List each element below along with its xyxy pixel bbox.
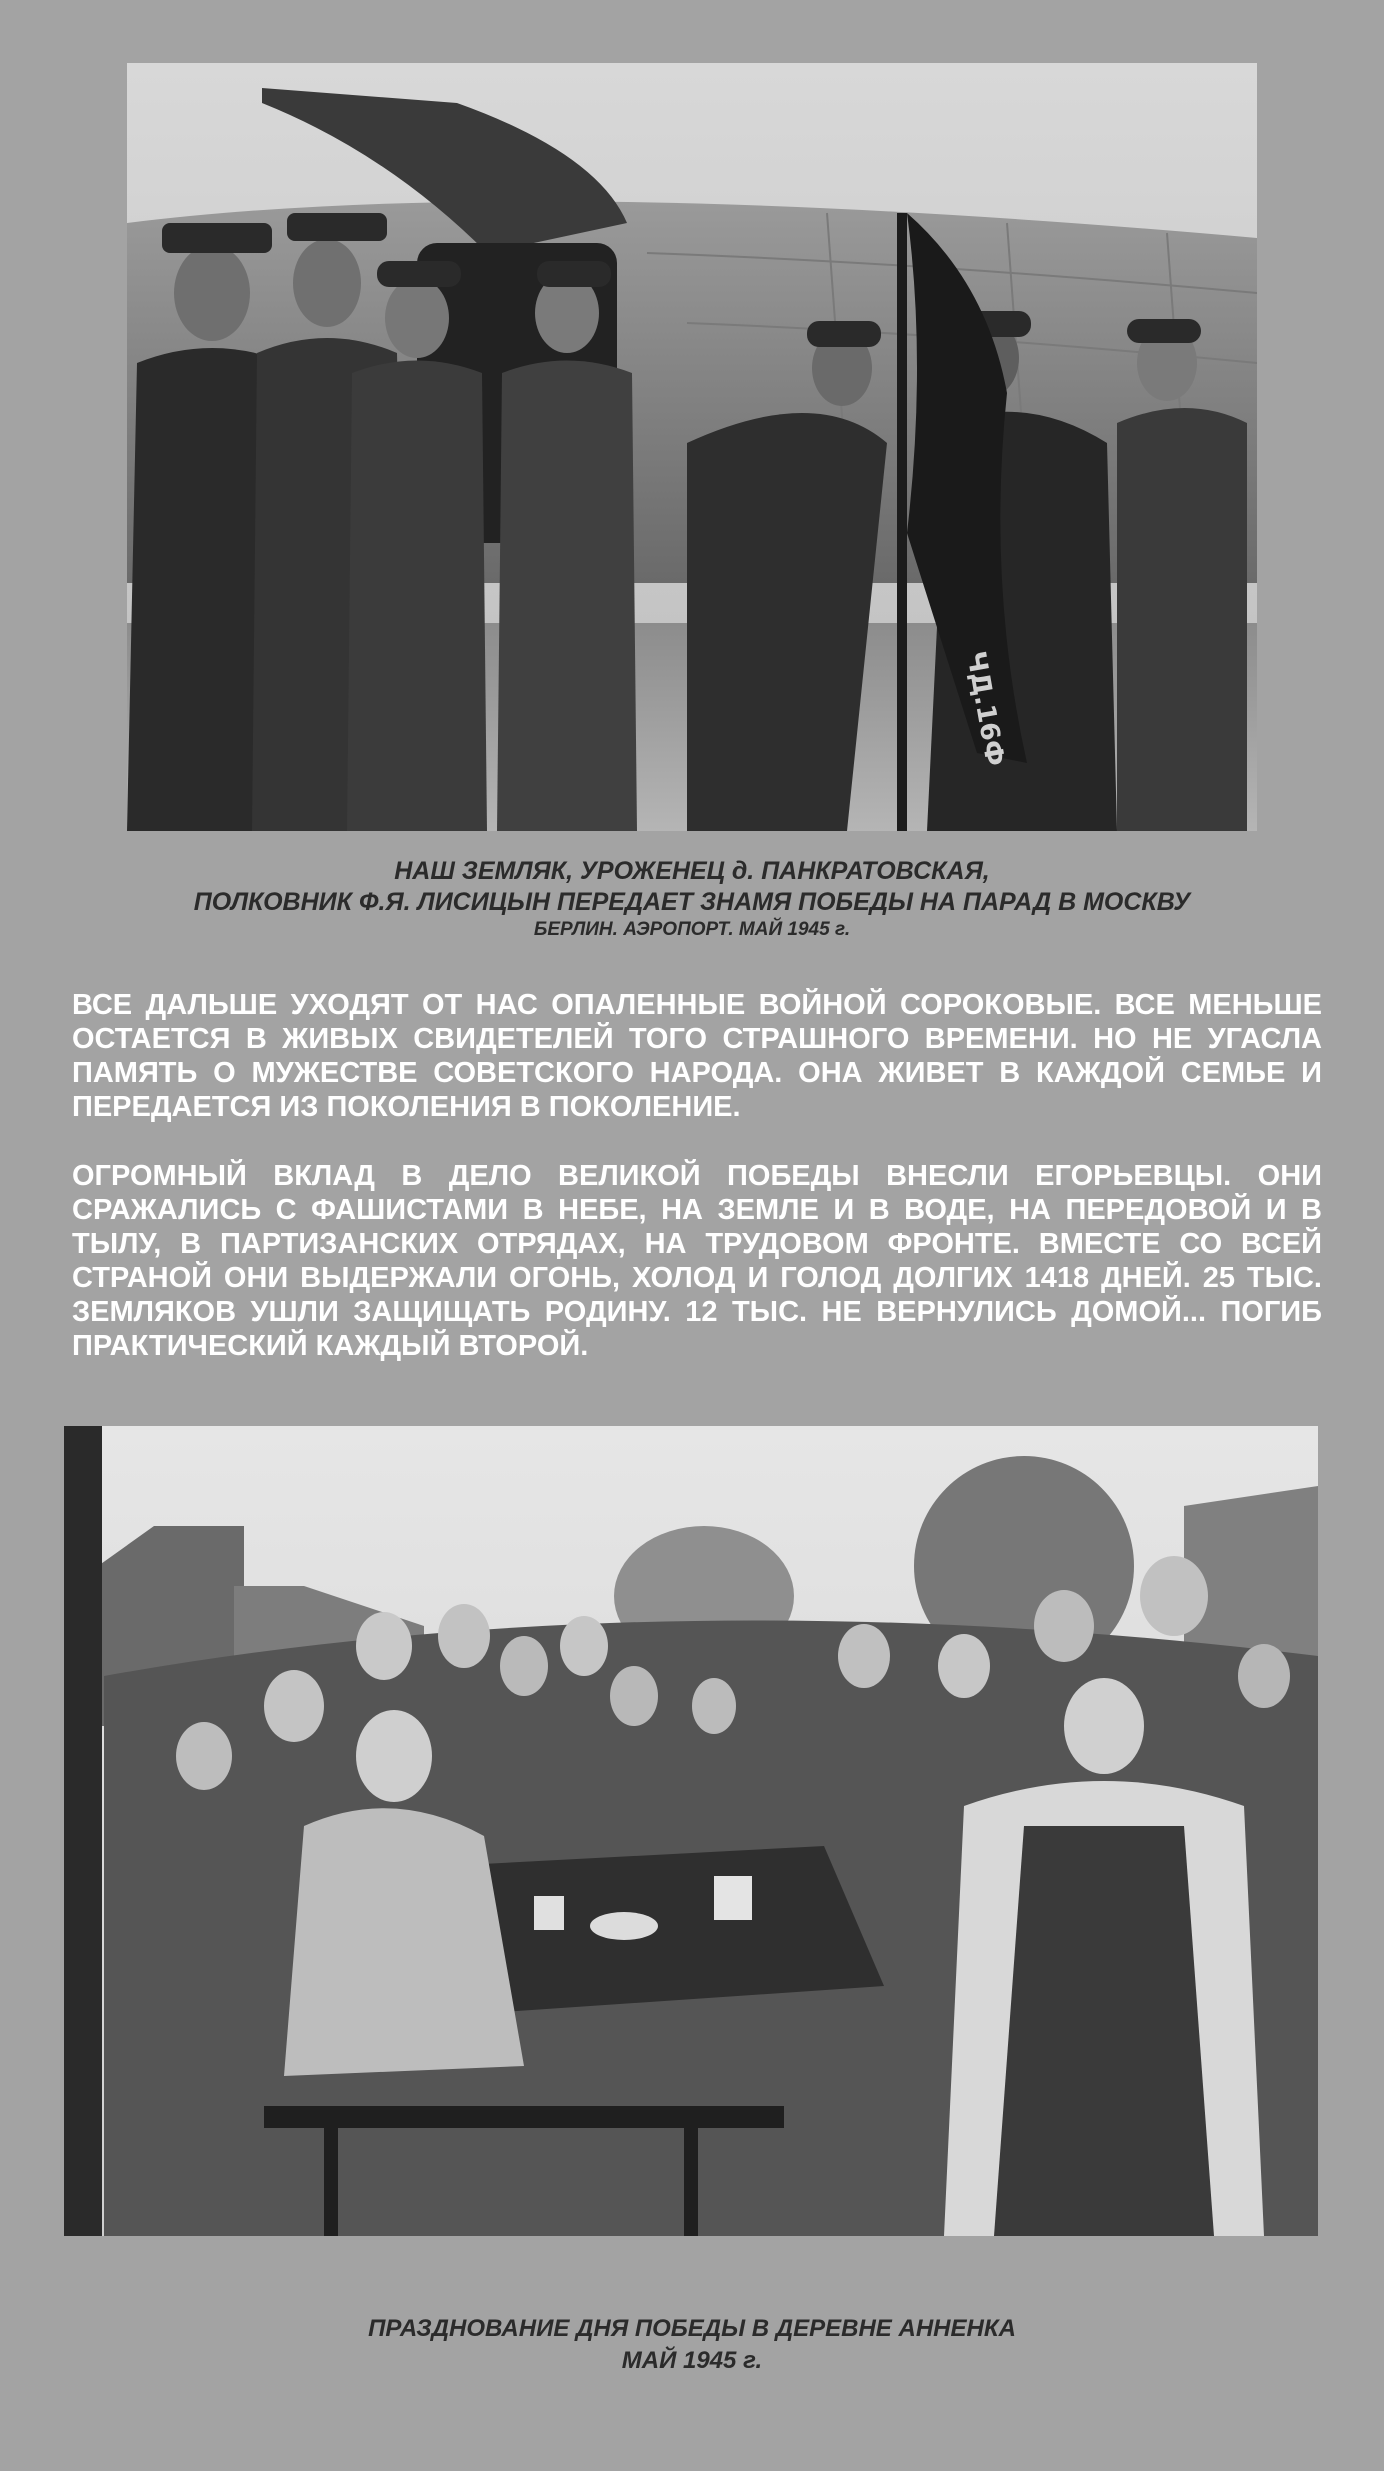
soldiers-handing-victory-banner-photo: [127, 63, 1257, 831]
banner-inscription: ЧД.16Ф: [960, 649, 1010, 769]
body-paragraph-contribution: ОГРОМНЫЙ ВКЛАД В ДЕЛО ВЕЛИКОЙ ПОБЕДЫ ВНЕСЛИ ЕГОРЬЕВЦЫ. ОНИ СРАЖАЛИСЬ С ФАШИСТАМИ В НЕБЕ, НА ЗЕМЛЕ И В ВОДЕ, НА ПЕРЕДОВОЙ И В ТЫЛУ, В ПАРТИЗАНСКИХ ОТРЯДАХ, НА ТРУДОВОМ ФРОНТЕ. ВМЕСТЕ СО ВСЕЙ СТРАНОЙ ОНИ ВЫДЕРЖАЛИ ОГОНЬ, ХОЛОД И ГОЛОД ДОЛГИХ 1418 ДНЕЙ. 25 ТЫС. ЗЕМЛЯКОВ УШЛИ ЗАЩИЩАТЬ РОДИНУ. 12 ТЫС. НЕ ВЕРНУЛИСЬ ДОМОЙ... ПОГИБ ПРАКТИЧЕСКИЙ КАЖДЫЙ ВТОРОЙ.: [72, 1160, 1322, 1362]
caption-line: ПОЛКОВНИК Ф.Я. ЛИСИЦЫН ПЕРЕДАЕТ ЗНАМЯ ПОБЕДЫ НА ПАРАД В МОСКВУ: [193, 888, 1191, 916]
caption-place-date: БЕРЛИН. АЭРОПОРТ. МАЙ 1945 г.: [533, 919, 851, 940]
village-victory-day-celebration-photo: [64, 1426, 1318, 2236]
caption-date: МАЙ 1945 г.: [621, 2347, 763, 2374]
caption-line: НАШ ЗЕМЛЯК, УРОЖЕНЕЦ д. ПАНКРАТОВСКАЯ,: [394, 857, 990, 885]
bottom-photo-caption: [0, 2313, 1384, 2377]
body-paragraph-memory: ВСЕ ДАЛЬШЕ УХОДЯТ ОТ НАС ОПАЛЕННЫЕ ВОЙНОЙ СОРОКОВЫЕ. ВСЕ МЕНЬШЕ ОСТАЕТСЯ В ЖИВЫХ СВИДЕТЕЛЕЙ ТОГО СТРАШНОГО ВРЕМЕНИ. НО НЕ УГАСЛА ПАМЯТЬ О МУЖЕСТВЕ СОВЕТСКОГО НАРОДА. ОНА ЖИВЕТ В КАЖДОЙ СЕМЬЕ И ПЕРЕДАЕТСЯ ИЗ ПОКОЛЕНИЯ В ПОКОЛЕНИЕ.: [72, 989, 1322, 1123]
top-photo-caption: [0, 856, 1384, 942]
caption-line: ПРАЗДНОВАНИЕ ДНЯ ПОБЕДЫ В ДЕРЕВНЕ АННЕНКА: [368, 2315, 1016, 2342]
